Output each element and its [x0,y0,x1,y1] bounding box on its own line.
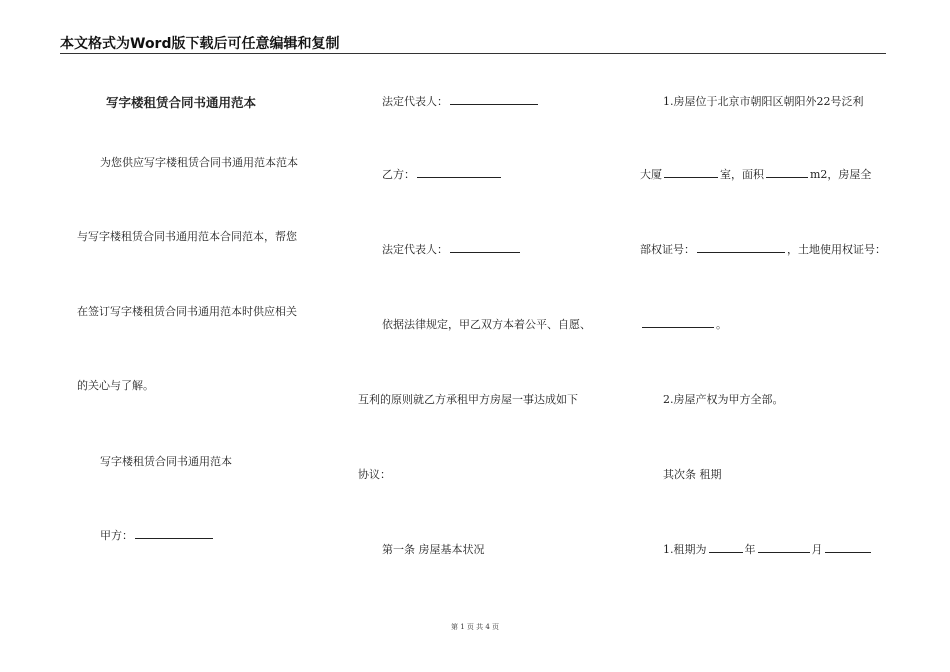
intro-line-4: 的关心与了解。 [77,379,154,392]
legal-rep-a-label: 法定代表人： [382,95,448,108]
certificate-field [640,241,886,257]
intro-line-2: 与写字楼租赁合同书通用范本合同范本，帮您 [77,230,297,243]
term-month-blank [825,541,871,553]
area-blank [766,166,808,178]
property-location: 1.房屋位于北京市朝阳区朝阳外22号泛利 [663,95,864,108]
lease-term-field [663,541,873,557]
land-cert-label: ，土地使用权证号： [787,243,886,256]
cert-label: 部权证号： [640,243,695,256]
intro-line-1: 为您供应写字楼租赁合同书通用范本范本 [100,156,298,169]
land-cert-blank [642,316,714,328]
term-label: 1.租期为 [663,543,707,556]
land-cert-end: 。 [716,318,727,331]
article-1-heading: 第一条 房屋基本状况 [382,543,485,556]
room-area-label: 室，面积 [720,168,764,181]
basis-line-2: 互利的原则就乙方承租甲方房屋一事达成如下 [358,393,578,406]
page-footer: 第 1 页 共 4 页 [450,623,500,631]
article-2-heading: 其次条 租期 [663,468,722,481]
property-building-field [640,166,871,182]
party-b-blank [417,166,501,178]
basis-line-1: 依据法律规定，甲乙双方本着公平、自愿、 [382,318,591,331]
party-b-label: 乙方： [382,168,415,181]
party-b-field [382,166,503,182]
party-a-label: 甲方： [100,529,133,542]
legal-rep-b-label: 法定代表人： [382,243,448,256]
legal-rep-b-blank [450,241,520,253]
document-title: 写字楼租赁合同书通用范本 [106,95,257,110]
basis-line-3: 协议： [358,468,391,481]
term-start-blank [709,541,743,553]
term-month-label: 月 [811,543,823,556]
document-header: 本文格式为Word版下载后可任意编辑和复制 [60,36,340,52]
term-year-label: 年 [744,543,756,556]
contract-subtitle: 写字楼租赁合同书通用范本 [100,455,232,468]
legal-rep-a-field [382,93,540,109]
intro-line-3: 在签订写字楼租赁合同书通用范本时供应相关 [77,305,297,318]
legal-rep-b-field [382,241,522,257]
land-cert-field [640,316,727,332]
area-unit-label: m2，房屋全 [810,168,872,181]
cert-blank [697,241,785,253]
building-label: 大厦 [640,168,662,181]
legal-rep-a-blank [450,93,538,105]
term-year-blank [758,541,810,553]
property-ownership: 2.房屋产权为甲方全部。 [663,393,784,406]
room-blank [664,166,718,178]
